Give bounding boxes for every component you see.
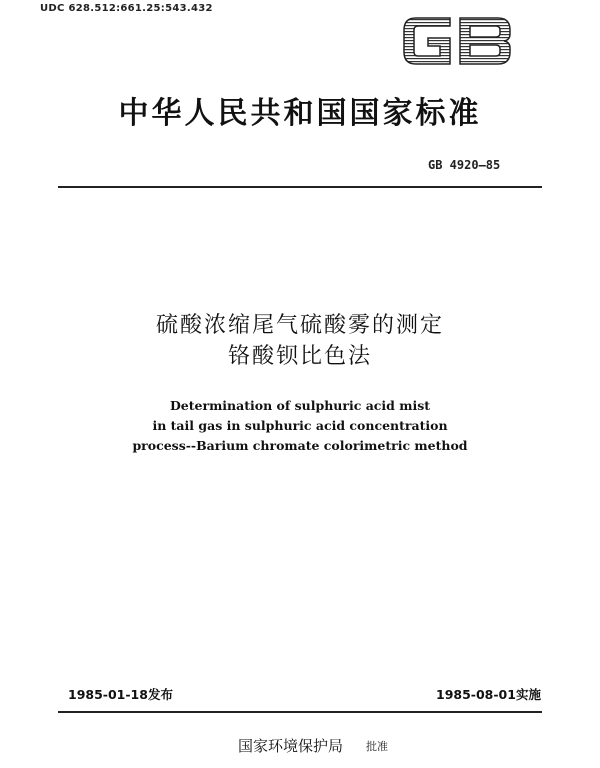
issuing-authority: 国家环境保护局 <box>238 737 344 755</box>
english-title <box>0 396 600 456</box>
english-title-line-3: process--Barium chromate colorimetric method <box>132 438 468 453</box>
issue-date: 1985-01-18发布 <box>68 687 173 702</box>
gb-logo-graphic <box>398 10 518 72</box>
standard-number: GB 4920—85 <box>428 158 501 172</box>
udc-code: UDC 628.512:661.25:543.432 <box>40 3 213 14</box>
gb-logo <box>398 10 518 72</box>
approval-label: 批准 <box>366 740 388 753</box>
english-title-line-1: Determination of sulphuric acid mist <box>169 398 431 413</box>
effective-date: 1985-08-01实施 <box>436 687 541 702</box>
chinese-title-line-1: 硫酸浓缩尾气硫酸雾的测定 <box>155 313 444 338</box>
header-divider <box>58 186 542 188</box>
english-title-line-2: in tail gas in sulphuric acid concentration <box>152 418 448 433</box>
footer-divider <box>58 711 542 713</box>
standard-title: 中华人民共和国国家标准 <box>118 96 482 131</box>
chinese-title-line-2: 铬酸钡比色法 <box>227 344 372 369</box>
